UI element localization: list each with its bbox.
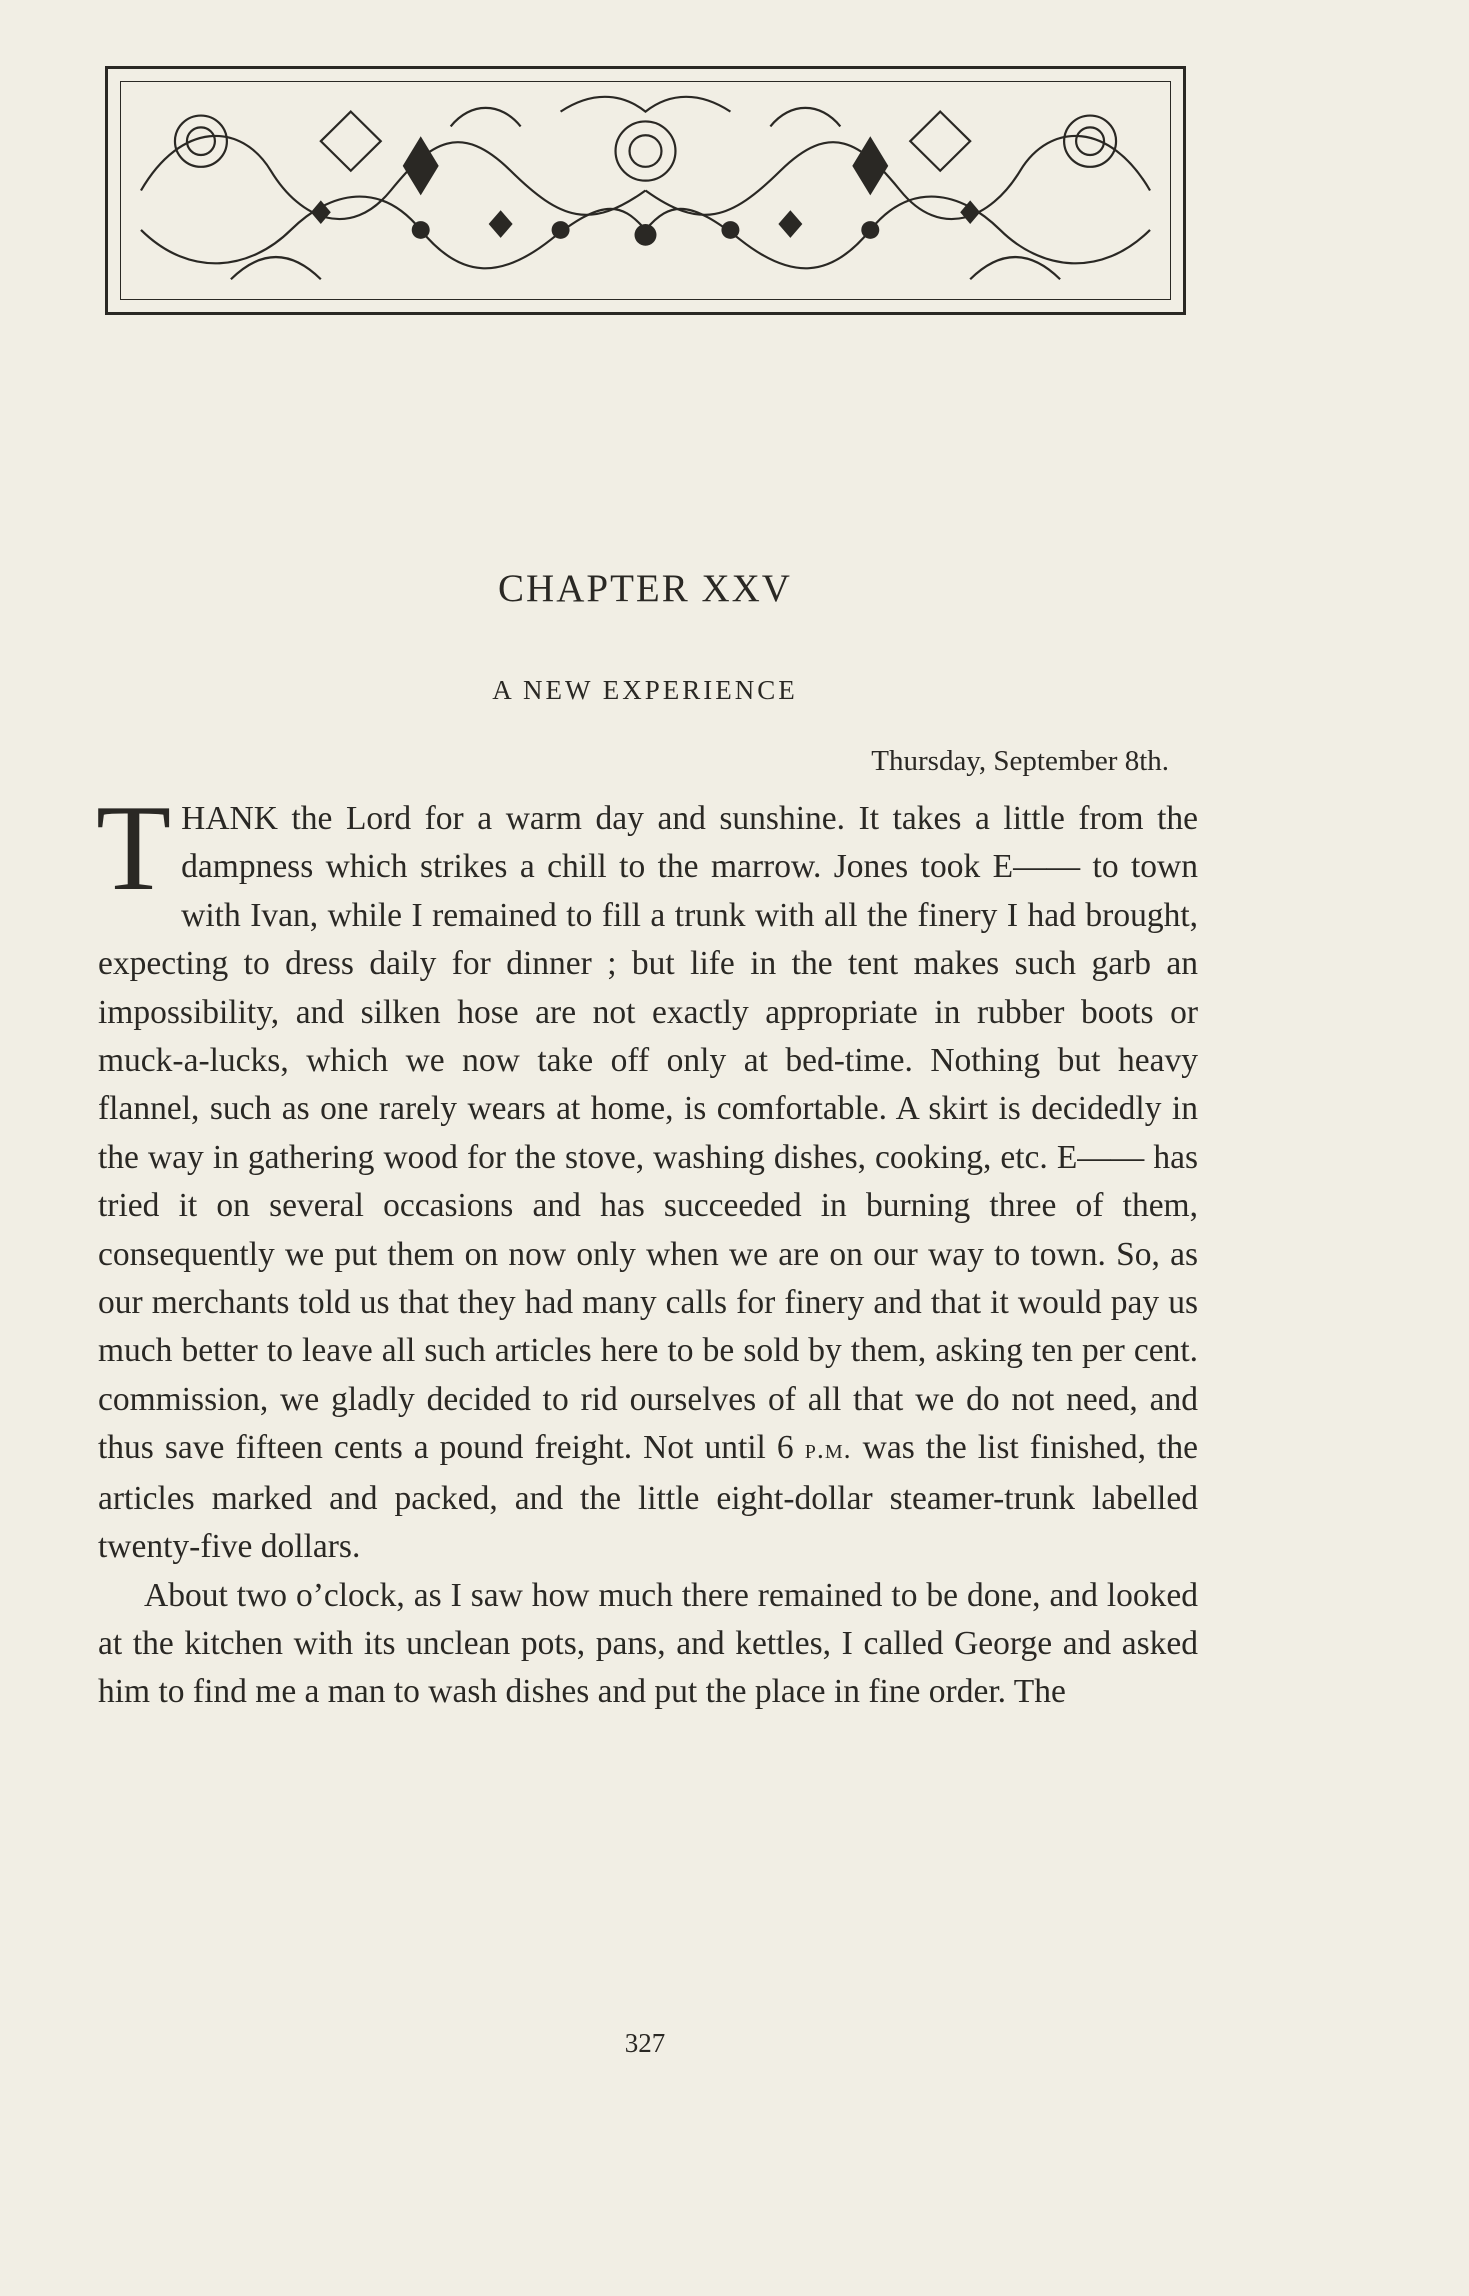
ornamental-header-frame [105, 66, 1186, 315]
paragraph-2: About two o’clock, as I saw how much there remained to be done, and looked at the kitchen with its unclean pots, pans, and kettles, I called George and asked him to find me a man to wash dishes and put the place in fine order. The [98, 1576, 1198, 1711]
paragraph-1 [96, 779, 1199, 1572]
chapter-title: CHAPTER XXV [498, 567, 792, 610]
drop-cap: T [96, 779, 172, 916]
page-number: 327 [624, 2028, 666, 2058]
entry-date: Thursday, September 8th. [871, 745, 1169, 777]
floral-ornament-icon [121, 82, 1170, 299]
chapter-subtitle: A NEW EXPERIENCE [492, 675, 798, 705]
body-text [96, 779, 1199, 1717]
paragraph-1-text-b: was the list finished, the articles marked and packed, and the little eight-dollar steamer-trunk labelled twenty-five dollars. [98, 1429, 1199, 1566]
ornamental-header-inner-frame [120, 81, 1171, 300]
paragraph-1-text-a: HANK the Lord for a warm day and sunshine. It takes a little from the dampness which strikes a chill to the marrow. Jones took E—— to town with Ivan, while I remained to fill a trunk with all the finery I had brought, expecting to dress daily for dinner ; but life in the tent makes such garb an impossibility, and silken hose are not exactly appropriate in rubber boots or muck-a-lucks, which we now take off only at bed-time. Nothing but heavy flannel, such as one rarely wears at home, is comfortable. A skirt is decidedly in the way in gathering wood for the stove, washing dishes, cooking, etc. E—— has tried it on several occasions and has succeeded in burning three of them, consequently we put them on now only when we are on our way to town. So, as our merchants told us that they had many calls for finery and that it would pay us much better to leave all such articles here to be sold by them, asking ten per cent. commission, we gladly decided to rid ourselves of all that we do not need, and thus save fifteen cents a pound freight. Not until 6 [98, 800, 1198, 1467]
time-abbreviation: p.m. [804, 1434, 852, 1466]
